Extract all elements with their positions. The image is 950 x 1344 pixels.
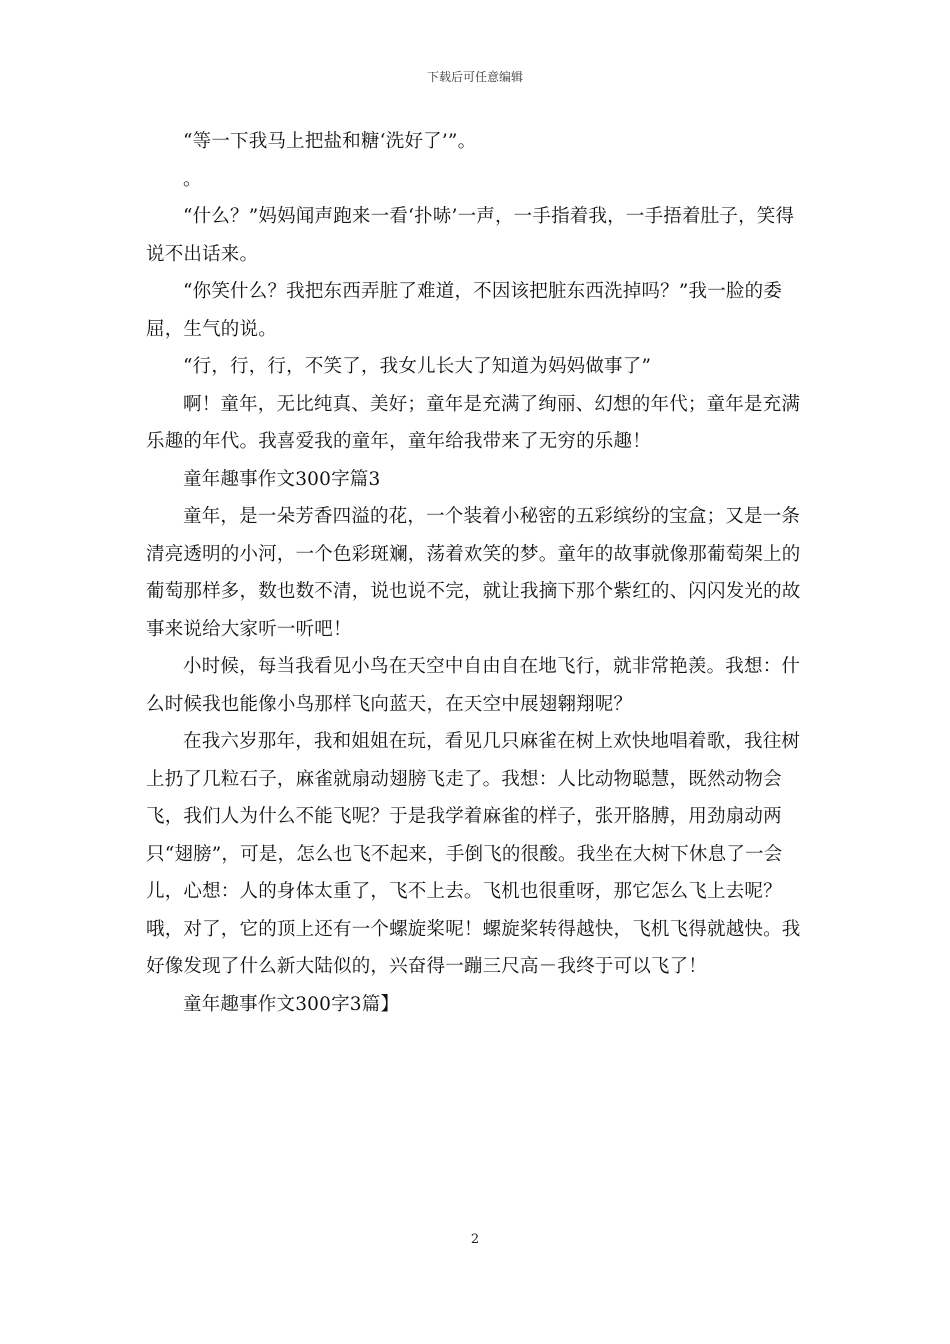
page-header: 下载后可任意编辑 [426,70,523,84]
paragraph-period: 。 [183,168,202,190]
paragraph-six-years-old: 在我六岁那年，我和姐姐在玩，看见几只麻雀在树上欢快地唱着歌，我往树上扔了几粒石子，麻雀就扇动翅膀飞走了。我想：人比动物聪慧，既然动物会飞，我们人为什么不能飞呢？于是我学着麻雀的样子，张开胳膊，用劲扇动两只“翅膀”，可是，怎么也飞不起来，手倒飞的很酸。我坐在大树下休息了一会儿，心想：人的身体太重了，飞不上去。飞机也很重呀，那它怎么飞上去呢？哦，对了，它的顶上还有一个螺旋桨呢！螺旋桨转得越快，飞机飞得就越快。我好像发现了什么新大陆似的，兴奋得一蹦三尺高－我终于可以飞了！ [146,731,801,977]
paragraph-ok-ok: “行，行，行，不笑了，我女儿长大了知道为妈妈做事了” [183,356,652,377]
document-body [146,123,808,1023]
paragraph-little-bird: 小时候，每当我看见小鸟在天空中自由自在地飞行，就非常艳羡。我想：什么时候我也能像小鸟那样飞向蓝天，在天空中展翅翱翔呢？ [146,656,801,715]
paragraph-childhood-joy: 啊！童年，无比纯真、美好；童年是充满了绚丽、幻想的年代；童年是充满乐趣的年代。我喜爱我的童年，童年给我带来了无穷的乐趣！ [146,393,801,452]
page-number: 2 [470,1232,480,1247]
paragraph-quote-wash: “等一下我马上把盐和糖‘洗好了’”。 [183,131,477,152]
paragraph-closing-title: 童年趣事作文300字3篇】 [183,993,400,1015]
paragraph-childhood-flower: 童年，是一朵芳香四溢的花，一个装着小秘密的五彩缤纷的宝盒；又是一条清亮透明的小河，一个色彩斑斓，荡着欢笑的梦。童年的故事就像那葡萄架上的葡萄那样多，数也数不清，说也说不完，就让我摘下那个紫红的、闪闪发光的故事来说给大家听一听吧！ [146,506,801,640]
paragraph-why-laugh: “你笑什么？我把东西弄脏了难道，不因该把脏东西洗掉吗？”我一脸的委屈，生气的说。 [146,281,783,340]
section-heading: 童年趣事作文300字篇3 [183,468,381,490]
paragraph-mom-laughs: “什么？”妈妈闻声跑来一看‘扑哧’一声，一手指着我，一手捂着肚子，笑得说不出话来。 [146,206,795,265]
